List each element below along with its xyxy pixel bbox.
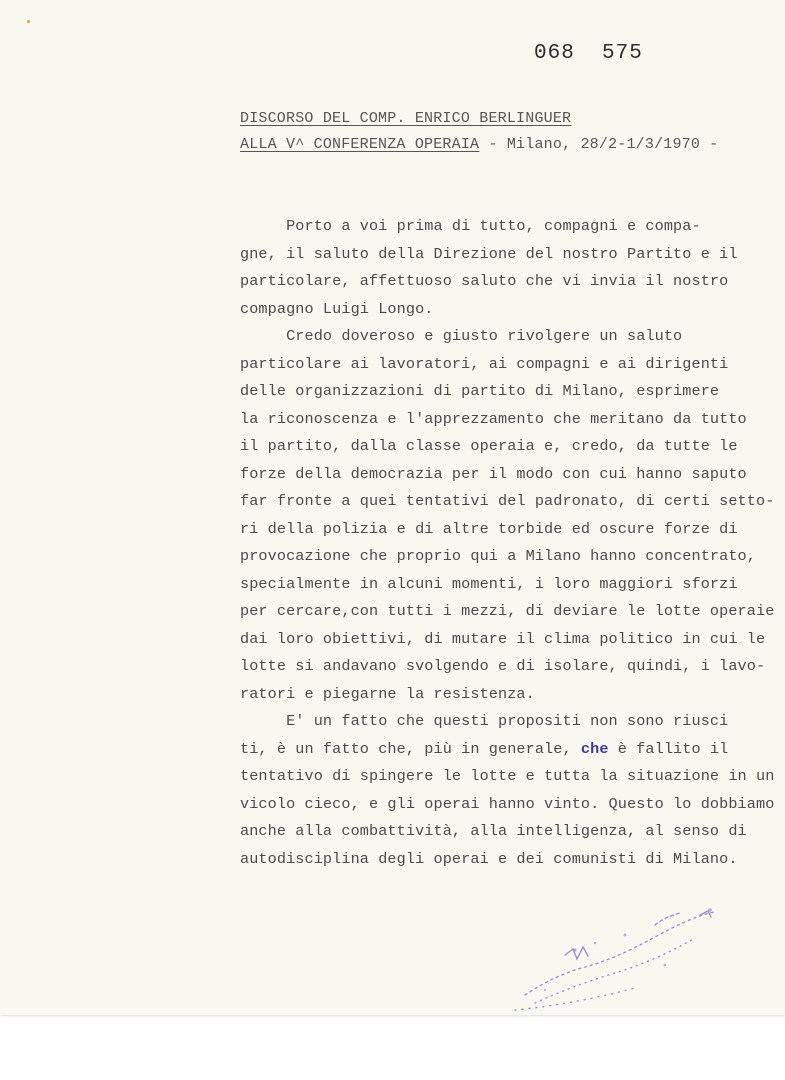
- paper-speck: [27, 20, 30, 23]
- text-line: E' un fatto che questi propositi non sono riusci: [240, 712, 729, 730]
- text-line: gne, il saluto della Direzione del nostro Partito e il: [240, 244, 738, 263]
- text-line: particolare, affettuoso saluto che vi invia il nostro: [240, 272, 729, 290]
- text-line-with-correction: [240, 736, 780, 764]
- text-line: vicolo cieco, e gli operai hanno vinto. Questo lo dobbiamo: [240, 794, 775, 813]
- heading-line-1: [240, 110, 571, 127]
- heading-line-2: [240, 136, 719, 153]
- paragraph-3: [240, 708, 780, 873]
- text-line: specialmente in alcuni momenti, i loro maggiori sforzi: [240, 574, 738, 593]
- text-segment: è fallito il: [608, 739, 729, 758]
- document-number: 068 575: [534, 42, 643, 65]
- text-line: Porto a voi prima di tutto, compagni e compa-: [240, 217, 701, 235]
- text-line: anche alla combattività, alla intelligenza, al senso di: [240, 822, 747, 840]
- text-line: il partito, dalla classe operaia e, credo, da tutte le: [240, 437, 738, 455]
- text-line: far fronte a quei tentativi del padronato, di certi setto-: [240, 492, 775, 510]
- text-line: provocazione che proprio qui a Milano hanno concentrato,: [240, 547, 756, 565]
- text-line: forze della democrazia per il modo con cui hanno saputo: [240, 464, 747, 483]
- paragraph-1: [240, 213, 780, 323]
- text-line: dai loro obiettivi, di mutare il clima politico in cui le: [240, 629, 766, 648]
- text-line: per cercare,con tutti i mezzi, di deviare le lotte operaie: [240, 602, 775, 620]
- text-line: autodisciplina degli operai e dei comunisti di Milano.: [240, 849, 738, 868]
- text-line: delle organizzazioni di partito di Milano, esprimere: [240, 382, 720, 400]
- ink-stamp-smudge: [505, 895, 735, 1015]
- text-segment: ti, è un fatto che, più in generale,: [240, 739, 581, 758]
- text-line: Credo doveroso e giusto rivolgere un saluto: [240, 327, 683, 345]
- heading-place-date: - Milano, 28/2-1/3/1970 -: [479, 136, 719, 153]
- handwritten-correction: che: [580, 739, 609, 758]
- text-line: compagno Luigi Longo.: [240, 299, 434, 318]
- heading-conference: ALLA V^ CONFERENZA OPERAIA: [240, 136, 480, 153]
- heading-title: DISCORSO DEL COMP. ENRICO BERLINGUER: [240, 110, 572, 127]
- text-line: ratori e piegarne la resistenza.: [240, 684, 535, 703]
- text-line: particolare ai lavoratori, ai compagni e ai dirigenti: [240, 354, 729, 373]
- text-line: ri della polizia e di altre torbide ed oscure forze di: [240, 519, 738, 538]
- text-line: la riconoscenza e l'apprezzamento che meritano da tutto: [240, 409, 747, 428]
- text-line: lotte si andavano svolgendo e di isolare, quindi, i lavo-: [240, 657, 766, 675]
- paragraph-2: [240, 323, 780, 708]
- text-line: tentativo di spingere le lotte e tutta la situazione in un: [240, 767, 775, 785]
- speech-body: [240, 213, 780, 873]
